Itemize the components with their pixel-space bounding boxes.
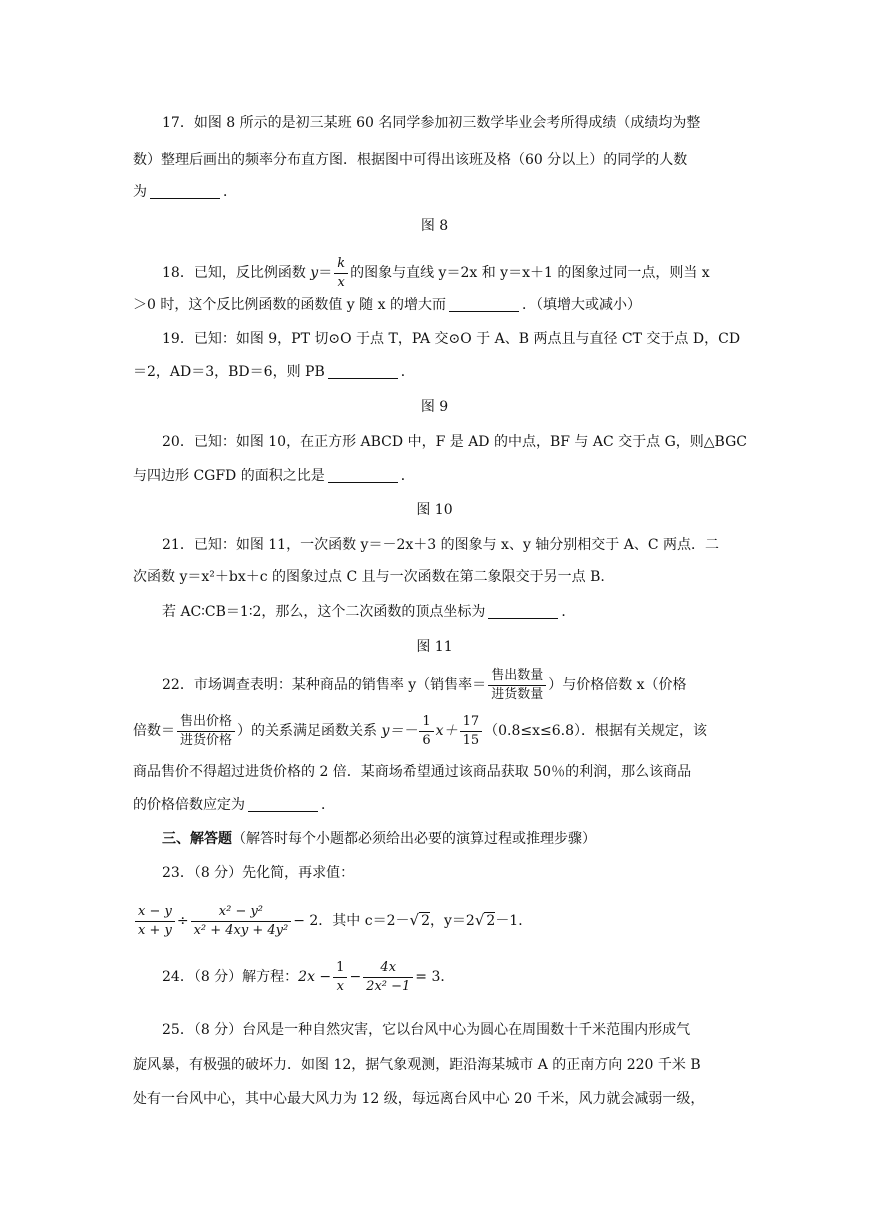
q18-line2 <box>133 295 641 315</box>
q23-a-den: x + y <box>138 922 172 938</box>
q22-func-mid: x＋ <box>435 723 458 739</box>
q17-line3 <box>133 182 237 202</box>
sqrt-icon: √ <box>474 911 485 929</box>
section-3-note: （解答时每个小题都必须给出必要的演算过程或推理步骤） <box>232 831 596 847</box>
q22-line1 <box>162 665 687 705</box>
q24-lhs: 2x − <box>298 969 332 985</box>
q24-pre: 24．（8 分）解方程： <box>162 969 299 985</box>
q23-b-den: x² + 4xy + 4y² <box>193 922 289 938</box>
q22-line2 <box>133 711 707 751</box>
q22-rate-fraction <box>488 667 546 704</box>
sqrt-icon: √ <box>409 911 420 929</box>
q17-line2: 数）整理后画出的频率分布直方图．根据图中可得出该班及格（60 分以上）的同学的人数 <box>133 152 688 168</box>
q18-eq: ＝ <box>318 265 333 281</box>
section-3-heading <box>162 829 596 849</box>
q22-rate-num: 售出数量 <box>488 667 546 686</box>
q23-frac-a <box>135 903 175 940</box>
q17-line3-post: ． <box>223 184 237 200</box>
q22-line4 <box>133 795 335 815</box>
q24-line <box>162 955 454 999</box>
q21-line3-post: ． <box>561 604 576 620</box>
q18-line2-post: ．（填增大或减小） <box>521 297 641 313</box>
q17-line3-pre: 为 <box>133 184 147 200</box>
q22-line2-mid: ）的关系满足函数关系 <box>237 723 378 739</box>
q22-mult-den: 进货价格 <box>180 732 233 748</box>
q22-f1 <box>419 713 433 750</box>
q18-post1: 的图象与直线 <box>350 265 435 281</box>
answer-blank <box>150 184 220 199</box>
q23-sqrt-b: 2 <box>486 913 496 929</box>
q18-pre: 18．已知，反比例函数 <box>162 265 306 281</box>
answer-blank <box>328 364 398 379</box>
q18-fraction <box>334 255 348 292</box>
q22-f2-den: 15 <box>462 732 480 748</box>
q18-mid: y＝2x 和 y＝x＋1 的图象过同一点，则当 x <box>438 265 710 281</box>
answer-blank <box>328 468 398 483</box>
answer-blank <box>449 297 519 312</box>
q22-func-lhs: y＝－ <box>381 723 418 739</box>
q20-line2 <box>133 466 415 486</box>
q22-line2-post: （0.8≤x≤6.8）．根据有关规定，该 <box>484 723 708 739</box>
q24-f2-num: 4x <box>363 959 413 978</box>
q22-line3: 商品售价不得超过进货价格的 2 倍．某商场希望通过该商品获取 50％的利润，那么该商品 <box>133 764 692 780</box>
q22-line1-pre: 22．市场调查表明：某种商品的销售率 y（销售率＝ <box>162 677 487 693</box>
q19-line2 <box>133 362 415 382</box>
q23-mid: ，y＝2 <box>430 913 475 929</box>
q18-frac-den: x <box>337 274 345 290</box>
q20-line2-post: ． <box>400 468 415 484</box>
q18-line2-pre: ＞0 时，这个反比例函数的函数值 y 随 x 的增大而 <box>133 297 446 313</box>
q24-f2-den: 2x² −1 <box>366 978 411 994</box>
q17-line1: 17．如图 8 所示的是初三某班 60 名同学参加初三数学毕业会考所得成绩（成绩均为整 <box>162 115 701 131</box>
q23-sqrt-a: 2 <box>421 913 430 929</box>
q21-line3 <box>162 602 575 622</box>
q24-f1 <box>333 959 347 996</box>
answer-blank <box>248 797 318 812</box>
q21-line1: 21．已知：如图 11，一次函数 y＝－2x＋3 的图象与 x、y 轴分别相交于 A、C 两点．二 <box>162 537 720 553</box>
figure-caption-8: 图 8 <box>420 218 449 234</box>
q23-div: ÷ <box>176 913 189 929</box>
q22-f2-num: 17 <box>460 713 483 732</box>
q22-f1-num: 1 <box>419 713 433 732</box>
q21-line2: 次函数 y＝x²＋bx＋c 的图象过点 C 且与一次函数在第二象限交于另一点 B. <box>133 569 605 585</box>
q22-line2-pre: 倍数＝ <box>133 723 175 739</box>
q19-line2-pre: ＝2，AD＝3，BD＝6，则 PB <box>133 364 325 380</box>
q25-line3: 处有一台风中心，其中心最大风力为 12 级，每远离台风中心 20 千米，风力就会减弱一级， <box>133 1091 705 1107</box>
q22-rate-den: 进货数量 <box>491 686 544 702</box>
q22-mult-fraction <box>177 713 235 750</box>
figure-caption-9: 图 9 <box>420 399 449 415</box>
q19-line2-post: ． <box>400 364 415 380</box>
figure-caption-10: 图 10 <box>416 502 453 518</box>
q18-line1 <box>162 254 710 292</box>
q25-line1: 25．（8 分）台风是一种自然灾害，它以台风中心为圆心在周围数十千米范围内形成气 <box>162 1022 691 1038</box>
q24-rhs: = 3． <box>415 969 455 985</box>
q20-line1: 20．已知：如图 10，在正方形 ABCD 中，F 是 AD 的中点，BF 与 AC 交于点 G，则△BGC <box>162 434 747 450</box>
q23-b-num: x² − y² <box>191 903 292 922</box>
q22-f2 <box>460 713 483 750</box>
q18-frac-num: k <box>334 255 348 274</box>
q21-line3-pre: 若 AC∶CB＝1∶2，那么，这个二次函数的顶点坐标为 <box>162 604 486 620</box>
q20-line2-pre: 与四边形 CGFD 的面积之比是 <box>133 468 325 484</box>
q22-line1-post: ）与价格倍数 x（价格 <box>548 677 687 693</box>
q25-line2: 旋风暴，有极强的破坏力．如图 12，据气象观测，距沿海某城市 A 的正南方向 220 千米 B <box>133 1057 701 1073</box>
q23-end: －1． <box>495 913 533 929</box>
answer-blank <box>488 604 558 619</box>
q18-func-y: y <box>310 265 319 281</box>
q22-mult-num: 售出价格 <box>177 713 235 732</box>
figure-caption-11: 图 11 <box>416 639 453 655</box>
q23-line1: 23．（8 分）先化简，再求值： <box>162 865 355 881</box>
q23-minus2: − 2．其中 c＝2－ <box>293 913 410 929</box>
section-3-title: 三、解答题 <box>162 831 232 847</box>
q23-expression <box>133 896 532 945</box>
q23-frac-b <box>191 903 292 940</box>
q22-f1-den: 6 <box>422 732 431 748</box>
q23-a-num: x − y <box>135 903 175 922</box>
q24-f2 <box>363 959 413 996</box>
q24-f1-den: x <box>336 978 344 994</box>
q22-line4-post: ． <box>321 797 335 813</box>
q24-minus: − <box>349 969 362 985</box>
q24-f1-num: 1 <box>333 959 347 978</box>
q22-line4-pre: 的价格倍数应定为 <box>133 797 245 813</box>
q19-line1: 19．已知：如图 9，PT 切⊙O 于点 T，PA 交⊙O 于 A、B 两点且与直径 CT 交于点 D，CD <box>162 331 741 347</box>
